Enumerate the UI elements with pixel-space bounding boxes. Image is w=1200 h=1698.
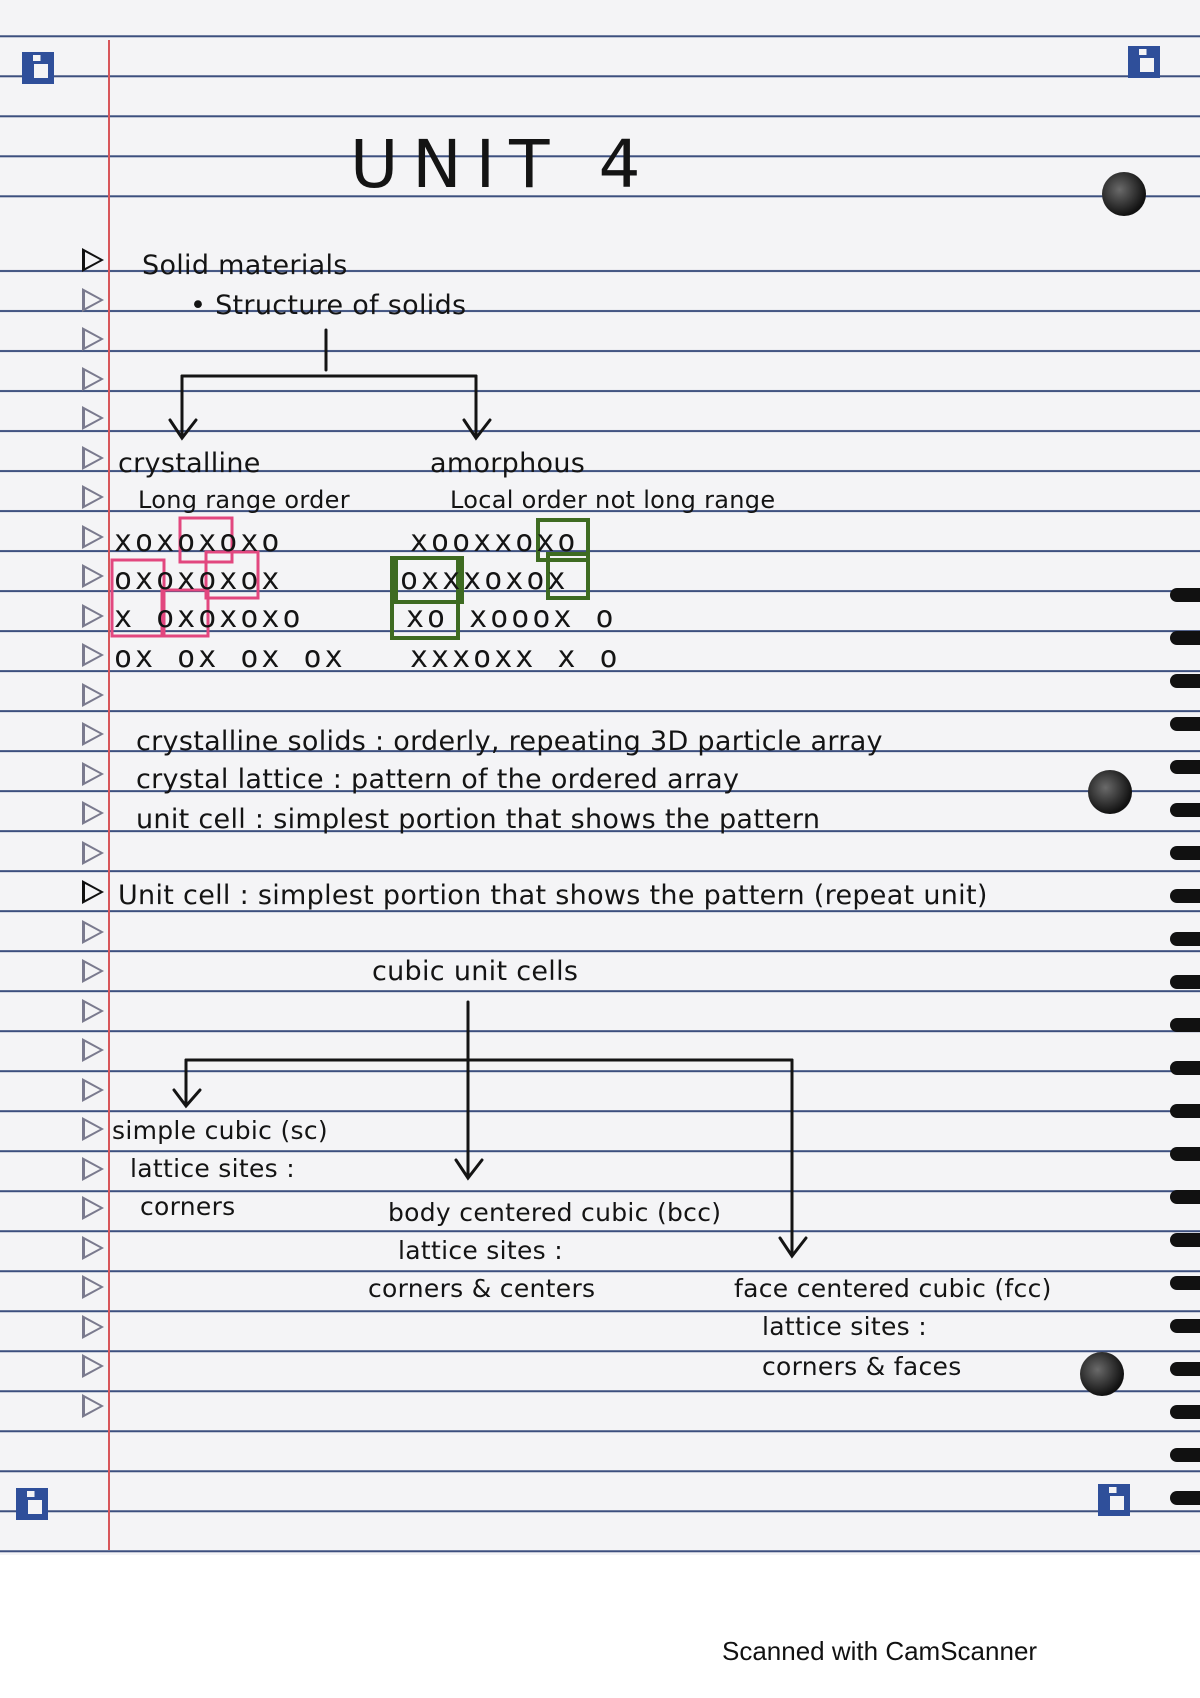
- heading-solid-materials: Solid materials: [142, 250, 348, 281]
- crystal-row: oxoxoxox: [114, 562, 283, 597]
- cubic-unit-cells-label: cubic unit cells: [372, 956, 579, 987]
- structure-label: • Structure of solids: [190, 290, 467, 321]
- crystal-row: ox ox ox ox: [114, 640, 346, 675]
- bcc-name: body centered cubic (bcc): [388, 1198, 722, 1227]
- amorphous-desc: Local order not long range: [450, 486, 776, 514]
- amorphous-row: oxxxoxox: [400, 562, 569, 597]
- heading-unit-cell: Unit cell : simplest portion that shows the pattern (repeat unit): [118, 880, 988, 911]
- fcc-sites: corners & faces: [762, 1352, 962, 1381]
- amorphous-row: xxxoxx x o: [410, 640, 621, 675]
- crystalline-label: crystalline: [118, 448, 261, 479]
- bcc-sites: corners & centers: [368, 1274, 596, 1303]
- crystal-row: x oxoxoxo: [114, 600, 304, 635]
- sc-sites: corners: [140, 1192, 236, 1221]
- definition-crystalline: crystalline solids : orderly, repeating 3D particle array: [136, 726, 883, 757]
- fcc-sites-label: lattice sites :: [762, 1312, 927, 1341]
- crystalline-desc: Long range order: [138, 486, 350, 514]
- amorphous-row: xo xooox o: [406, 600, 617, 635]
- definition-lattice: crystal lattice : pattern of the ordered array: [136, 764, 740, 795]
- amorphous-row: xooxxoxo: [410, 524, 579, 559]
- definition-unit-cell: unit cell : simplest portion that shows the pattern: [136, 804, 821, 835]
- amorphous-label: amorphous: [430, 448, 586, 479]
- bcc-sites-label: lattice sites :: [398, 1236, 563, 1265]
- sc-name: simple cubic (sc): [112, 1116, 328, 1145]
- scanner-watermark: Scanned with CamScanner: [722, 1636, 1038, 1666]
- crystal-row: xoxoxoxo: [114, 524, 283, 559]
- sc-sites-label: lattice sites :: [130, 1154, 295, 1183]
- fcc-name: face centered cubic (fcc): [734, 1274, 1052, 1303]
- page-title: UNIT 4: [350, 126, 655, 203]
